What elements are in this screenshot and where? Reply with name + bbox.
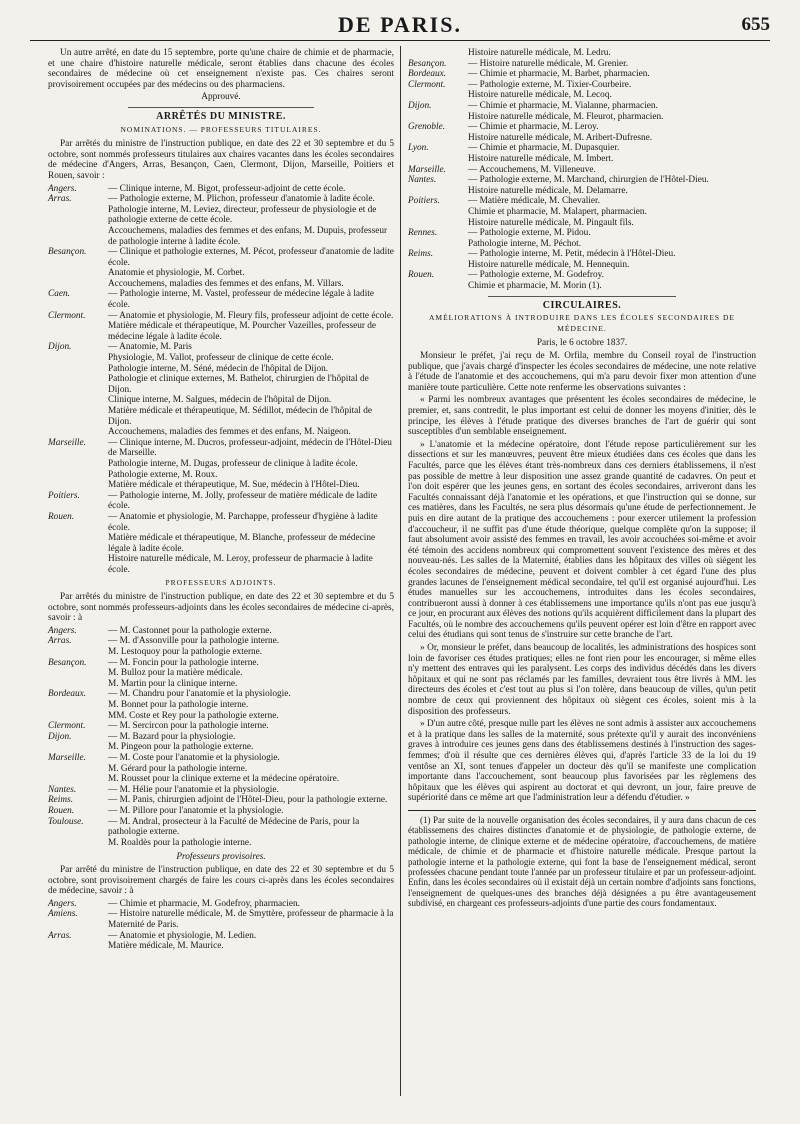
provisoires-intro: Par arrêté du ministre de l'instruction publique, en date des 22 et 30 septembre et du 5 octobre, sont provisoirement chargés de faire les cours ci-après dans les écoles secondaires de médecine, savoir : à (48, 864, 394, 897)
city-entry (48, 311, 394, 343)
appointment-lines (108, 194, 394, 247)
city-entry (408, 175, 756, 196)
circular-paragraph: « Parmi les nombreux avantages que présentent les écoles secondaires de médecine, le premier, et, sans contredit, le plus important est celui de donner les moyens d'initier, dès le principe, les élèves à l'étude pratique des diverses branches de l'art de guérir qui sont susceptibles d'un semblable enseignement. (408, 395, 756, 438)
city-name: Marseille. (48, 753, 86, 763)
city-entry (48, 658, 394, 690)
appointment-lines (468, 175, 756, 196)
appointment-lines (108, 247, 394, 289)
city-entry (48, 636, 394, 657)
appointment-line: — Anatomie et physiologie, M. Fleury fils, professeur adjoint de cette école. (108, 310, 394, 321)
appointment-lines (468, 143, 756, 164)
appointment-line: Chimie et pharmacie, M. Malapert, pharmacien. (468, 206, 647, 217)
circular-paragraph: » L'anatomie et la médecine opératoire, dont l'étude repose particulièrement sur les dissections et sur les manœuvres, peuvent être mieux étudiées dans ces écoles que dans les Facultés, parce que les élèves étant très-nombreux dans ces derniers établissemens, il n'est pas possible de mettre à leur disposition une assez grande quantité de cadavres. On peut et l'on doit espérer que les jeunes gens, en sortant des écoles secondaires, arriveront dans les Facultés connaissant déjà l'anatomie et les opérations, et que l'instruction qui se donne, sur ces matières, dans les Facultés, ne sera plus désormais qu'une étude de perfectionnement. Je puis en dire autant de la pratique des accouchemens : pour exercer utilement la profession d'accoucheur, il ne suffit pas d'une étude théorique, quelque complète qu'on la suppose; il faut absolument avoir assisté des femmes en travail, les avoir accouchées soi-même et avoir été témoin des accidens nombreux qui compromettent souvent l'existence des mères et des nouveau-nés. Les salles de la Maternité, établies dans les hôpitaux des villes où siègent les écoles secondaires de médecine, peuvent et doivent combler à cet égard l'une des plus grandes lacunes de l'enseignement médical secondaire, tel qu'il est organisé aujourd'hui. Les études manuelles sur les accouchemens, introduites dans les écoles secondaires, contribueront aussi à donner à ces établissemens une importance qu'ils n'ont pas eue jusqu'à ce jour, en procurant aux élèves des notions qu'ils acquièrent difficilement dans la plupart des Facultés, où le nombre des accouchemens qu'ils peuvent opérer est loin d'être en rapport avec celui des étudians qui sont tenus de s'instruire sur cette branche de l'art. (408, 439, 756, 641)
city-name: Dijon. (408, 100, 432, 111)
city-name: Arras. (48, 930, 72, 941)
appointment-line: — Matière médicale, M. Chevalier. (468, 196, 600, 207)
city-name: Rouen. (408, 270, 435, 281)
appointment-line: M. Gérard pour la pathologie interne. (108, 763, 248, 774)
appointment-line: — Histoire naturelle médicale, M. Grenier. (468, 58, 629, 69)
city-entry (48, 785, 394, 796)
city-name: Marseille. (408, 164, 446, 175)
appointment-line: — M. Castonnet pour la pathologie externe. (108, 625, 272, 636)
adjoints-list (48, 626, 394, 848)
appointment-line: Histoire naturelle médicale, M. Fleurot, pharmacien. (468, 111, 664, 122)
city-name: Clermont. (408, 79, 446, 90)
arretes-title: ARRÊTÉS DU MINISTRE. (156, 110, 286, 122)
titulaires-list (48, 184, 394, 576)
appointment-lines (468, 69, 756, 80)
appointment-line: — Chimie et pharmacie, M. Barbet, pharmacien. (468, 69, 650, 80)
appointment-line: Histoire naturelle médicale, M. Pingault fils. (468, 217, 634, 228)
appointment-line: — Pathologie externe, M. Plichon, professeur d'anatomie à ladite école. (108, 194, 375, 205)
appointment-lines (108, 753, 394, 785)
intro-paragraph: Un autre arrêté, en date du 15 septembre, porte qu'une chaire de chimie et de pharmacie, et une chaire d'histoire naturelle médicale, seront établies dans chacune des écoles secondaires de médecine où cet enseignement n'existe pas. Ces chaires seront provisoirement occupées par des médecins ou des pharmaciens. (48, 48, 394, 90)
city-entry (408, 101, 756, 122)
appointment-lines (468, 228, 756, 249)
appointment-line: M. Bonnet pour la pathologie interne. (108, 700, 249, 711)
appointment-line: — Pathologie externe, M. Pidou. (468, 228, 591, 239)
city-name: Rouen. (48, 805, 75, 816)
appointment-line: Matière médicale, M. Maurice. (108, 941, 224, 952)
appointment-lines (108, 342, 394, 437)
appointment-line: Histoire naturelle médicale, M. Imbert. (468, 153, 614, 164)
appointment-lines (108, 689, 394, 721)
city-name: Rouen. (48, 511, 75, 522)
city-entry (408, 59, 756, 70)
appointment-line: Matière médicale et thérapeutique, M. Pourcher Vazeilles, professeur de médecine légale à ladite école. (108, 321, 377, 342)
footnote-rule (408, 810, 756, 811)
appointment-line: — Pathologie interne, M. Vastel, professeur de médecine légale à ladite école. (108, 289, 374, 311)
nominations-title: NOMINATIONS. — PROFESSEURS TITULAIRES. (120, 124, 322, 134)
city-entry (48, 342, 394, 437)
appointment-line: — Chimie et pharmacie, M. Leroy. (468, 122, 599, 133)
city-name: Poitiers. (408, 196, 440, 207)
city-name: Toulouse. (48, 816, 84, 827)
page-header (30, 10, 770, 40)
city-entry (48, 512, 394, 576)
appointment-lines (108, 289, 394, 310)
city-name: Nantes. (408, 175, 437, 186)
appointment-lines (468, 59, 756, 70)
city-entry (48, 795, 394, 806)
appointment-line: — Clinique et pathologie externes, M. Pécot, professeur d'anatomie de ladite école. (108, 247, 394, 268)
city-entry (48, 689, 394, 721)
provisoires-title: Professeurs provisoires. (176, 852, 266, 863)
city-name: Arras. (48, 636, 72, 647)
adjoints-intro: Par arrêtés du ministre de l'instruction publique, en date des 22 et 30 septembre et du 5 octobre, sont nommés professeurs-adjoints dans les écoles secondaires de médecine ci-après, savoir : à (48, 592, 394, 624)
circulaires-title: CIRCULAIRES. (542, 299, 622, 311)
appointment-lines (468, 165, 756, 176)
city-name: Grenoble. (408, 122, 446, 133)
city-name: Besançon. (48, 657, 87, 668)
city-name: Dijon. (48, 342, 72, 353)
appointment-lines (108, 721, 394, 732)
appointment-line: Histoire naturelle médicale, M. Lecoq. (468, 90, 612, 101)
appointment-line: — Chimie et pharmacie, M. Godefroy, pharmacien. (108, 898, 300, 909)
appointment-line: — M. Hélie pour l'anatomie et la physiologie. (108, 784, 279, 795)
appointment-line: — M. Andral, prosecteur à la Faculté de Médecine de Paris, pour la pathologie externe. (108, 816, 360, 838)
appointment-lines (108, 806, 394, 817)
appointment-line: M. Martin pour la clinique interne. (108, 678, 238, 689)
city-name: Marseille. (48, 437, 86, 448)
city-entry (48, 899, 394, 910)
appointment-line: Histoire naturelle médicale, M. Hennequin. (468, 259, 630, 270)
appointment-lines (108, 438, 394, 491)
left-column (48, 48, 394, 952)
appointment-line: — M. Coste pour l'anatomie et la physiologie. (108, 753, 280, 763)
provisoires-list (48, 899, 394, 952)
appointment-line: — Chimie et pharmacie, M. Dupasquier. (468, 143, 620, 154)
circular-paragraph: » D'un autre côté, presque nulle part les élèves ne sont admis à assister aux accouchemens et à la pratique dans les salles de la maternité, sous prétexte qu'il y aurait des inconvéniens graves à introduire ces jeunes gens dans des établissemens destinés à l'instruction des sages-femmes; d'où il résulte que ces dernières élèves qui, d'après l'article 33 de la loi du 19 ventôse an XI, sont tenues d'appeler un docteur dès qu'il se manifeste une complication importante dans l'accouchement, sont beaucoup plus favorisées par les règlemens des hôpitaux que les élèves qui aspirent au doctorat et qui devront, un jour, faire preuve de supériorité dans ce même art que l'administration leur a défendu d'étudier. » (408, 719, 756, 804)
appointment-lines (468, 196, 756, 228)
city-name: Rennes. (408, 228, 438, 239)
city-name: Angers. (48, 183, 77, 194)
appointment-lines (108, 795, 394, 806)
appointment-line: — Anatomie et physiologie, M. Parchappe, professeur d'hygiène à ladite école. (108, 511, 378, 533)
header-rule (30, 40, 770, 41)
appointment-lines (108, 626, 394, 637)
appointment-line: Accouchemens, maladies des femmes et des enfans, M. Naigeon. (108, 427, 351, 438)
appointment-line: — Anatomie et physiologie, M. Ledien. (108, 930, 257, 941)
appointment-line: Chimie et pharmacie, M. Morin (1). (468, 281, 602, 292)
city-entry (408, 165, 756, 176)
appointment-line: M. Pingeon pour la pathologie externe. (108, 742, 254, 753)
appointment-line: — Anatomie, M. Paris (108, 342, 192, 353)
appointment-line: — M. Foncin pour la pathologie interne. (108, 657, 259, 668)
city-entry (48, 753, 394, 785)
appointment-line: — Pathologie externe, M. Tixier-Courbeire. (468, 79, 632, 90)
appointment-line: — Histoire naturelle médicale, M. de Smyttère, professeur de pharmacie à la Maternité de Paris. (108, 909, 394, 930)
appointment-line: Pathologie externe, M. Roux. (108, 469, 218, 480)
appointment-line: Histoire naturelle médicale, M. Aribert-Dufresne. (468, 132, 653, 143)
appointment-lines (108, 491, 394, 512)
appointment-line: Accouchemens, maladies des femmes et des enfans, M. Dupuis, professeur de pathologie interne à ladite école. (108, 225, 388, 247)
appointment-lines (468, 48, 756, 59)
city-name: Caen. (48, 289, 70, 300)
appointment-line: M. Lestoquoy pour la pathologie externe. (108, 647, 263, 658)
circular-paragraph: » Or, monsieur le préfet, dans beaucoup de localités, les administrations des hospices sont loin de favoriser ces études pratiques; elles ne font rien pour les encourager, si même elles n'y mettent des entraves qui les paralysent. Les corps des individus décédés dans les divers hôpitaux et qui ne sont pas réclamés par les familles, devraient tous être livrés à MM. les directeurs des écoles et c'est tout au plus si l'on tolère, dans beaucoup de villes, qu'un petit nombre de ceux qui proviennent des hôpitaux où siègent ces écoles, soient mis à la disposition des professeurs. (408, 643, 756, 717)
city-name: Clermont. (48, 721, 86, 732)
appointment-line: Histoire naturelle médicale, M. Ledru. (468, 48, 611, 58)
city-name: Besançon. (408, 58, 447, 69)
city-entry (48, 184, 394, 195)
appointment-lines (468, 249, 756, 270)
page-title: DE PARIS. (338, 12, 462, 37)
city-entry (408, 122, 756, 143)
appointment-line: Pathologie interne, M. Séné, médecin de l'hôpital de Dijon. (108, 363, 329, 374)
appointment-line: Pathologie et clinique externes, M. Bathelot, chirurgien de l'hôpital de Dijon. (108, 374, 369, 395)
circular-date: Paris, le 6 octobre 1837. (536, 338, 628, 349)
appointment-lines (108, 899, 394, 910)
appointment-line: Anatomie et physiologie, M. Corbet. (108, 268, 245, 279)
appointment-line: M. Roaldès pour la pathologie interne. (108, 837, 252, 848)
appointment-line: — Pathologie externe, M. Godefroy. (468, 270, 604, 281)
appointment-lines (468, 101, 756, 122)
appointment-lines (108, 931, 394, 952)
city-name: Dijon. (48, 731, 72, 742)
appointment-lines (108, 817, 394, 849)
city-entry (48, 247, 394, 289)
appointment-line: Matière médicale et thérapeutique, M. Sédillot, médecin de l'hôpital de Dijon. (108, 406, 372, 427)
right-column (408, 48, 756, 911)
divider (128, 107, 314, 108)
appointment-line: — Pathologie interne, M. Petit, médecin à l'Hôtel-Dieu. (468, 249, 676, 260)
appointment-lines (108, 311, 394, 343)
appointment-line: Pathologie interne, M. Leviez, directeur, professeur de physiologie et de pathologie externe de cette école. (108, 204, 377, 226)
appointment-line: Matière médicale et thérapeutique, M. Sue, médecin à l'Hôtel-Dieu. (108, 480, 360, 491)
city-entry (408, 80, 756, 101)
city-name: Reims. (48, 795, 74, 806)
appointment-lines (108, 512, 394, 576)
city-name: Amiens. (48, 909, 78, 920)
appointment-line: — Pathologie interne, M. Jolly, professeur de matière médicale de ladite école. (108, 490, 378, 512)
city-entry (408, 249, 756, 270)
circular-paragraph: Monsieur le préfet, j'ai reçu de M. Orfila, membre du Conseil royal de l'instruction publique, que j'avais chargé d'inspecter les écoles secondaires de médecine, une note relative à l'étude de l'anatomie et des accouchemens, qui m'a paru devoir fixer mon attention d'une manière toute particulière. Cette note renferme les observations suivantes : (408, 351, 756, 393)
column-separator (400, 46, 401, 1096)
appointment-line: — M. d'Assonville pour la pathologie interne. (108, 636, 280, 647)
city-name: Bordeaux. (408, 69, 447, 80)
city-entry (408, 228, 756, 249)
city-name: Nantes. (48, 784, 77, 795)
continued-list (408, 48, 756, 292)
appointment-lines (108, 184, 394, 195)
city-entry (408, 196, 756, 228)
city-entry (408, 143, 756, 164)
appointment-lines (108, 909, 394, 930)
appointment-line: M. Bulloz pour la matière médicale. (108, 668, 243, 679)
city-entry (408, 48, 756, 59)
appointment-line: Histoire naturelle médicale, M. Leroy, professeur de pharmacie à ladite école. (108, 554, 373, 575)
appointment-lines (108, 658, 394, 690)
appointment-line: Physiologie, M. Vallot, professeur de clinique de cette école. (108, 353, 334, 364)
appointment-line: — M. Pillore pour l'anatomie et la physiologie. (108, 805, 284, 816)
city-name: Besançon. (48, 247, 87, 258)
city-name: Reims. (408, 249, 434, 260)
city-entry (48, 931, 394, 952)
appointment-lines (108, 785, 394, 796)
appointment-line: Accouchemens, maladies des femmes et des enfans, M. Villars. (108, 278, 344, 289)
titulaires-intro: Par arrêtés du ministre de l'instruction publique, en date des 22 et 30 septembre et du 5 octobre, sont nommés professeurs titulaires aux chaires vacantes dans les écoles secondaires de médecine d'Angers, Arras, Besançon, Caen, Clermont, Dijon, Marseille, Poitiers et Rouen, savoir : (48, 139, 394, 181)
city-entry (408, 270, 756, 291)
city-entry (48, 817, 394, 849)
approval-note: Approuvé. (201, 92, 241, 103)
appointment-line: — Pathologie externe, M. Marchand, chirurgien de l'Hôtel-Dieu. (468, 175, 709, 186)
appointment-lines (108, 732, 394, 753)
city-name: Bordeaux. (48, 689, 87, 700)
city-entry (48, 289, 394, 310)
footnote: (1) Par suite de la nouvelle organisation des écoles secondaires, il y aura dans chacun de ces établissemens des chaires distinctes d'anatomie et de physiologie, de pathologie externe, de pathologie interne, de clinique externe et de médecine opératoire, d'accouchemens, de matière médicale, de chimie et de pharmacie et d'histoire naturelle médicale. Presque partout la pathologie interne et la pathologie externe, qui font la base de l'enseignement médical, seront professées chacune pendant toute l'année par un professeur titulaire et par un professeur-adjoint. Enfin, dans les écoles secondaires où il existait déjà un certain nombre d'adjoints sans fonctions, l'enseignement de quelques-unes des branches déjà désignées a pu être avantageusement subdivisé, en chargeant ces professeurs-adjoints d'une partie des cours fondamentaux. (408, 814, 756, 909)
city-name: Lyon. (408, 143, 429, 154)
page-number: 655 (741, 14, 770, 35)
city-entry (48, 194, 394, 247)
appointment-lines (108, 636, 394, 657)
city-name: Angers. (48, 625, 77, 636)
appointment-line: — M. Bazard pour la physiologie. (108, 731, 236, 742)
city-entry (48, 806, 394, 817)
appointment-lines (468, 80, 756, 101)
appointment-line: Histoire naturelle médicale, M. Delamarre. (468, 185, 628, 196)
appointment-lines (468, 122, 756, 143)
city-name: Arras. (48, 194, 72, 205)
city-name: Poitiers. (48, 490, 80, 501)
city-name: Clermont. (48, 310, 86, 321)
adjoints-title: PROFESSEURS ADJOINTS. (165, 577, 277, 587)
city-entry (48, 721, 394, 732)
city-entry (48, 438, 394, 491)
appointment-line: — Accouchemens, M. Villeneuve. (468, 164, 596, 175)
appointment-line: Clinique interne, M. Salgues, médecin de l'hôpital de Dijon. (108, 395, 332, 406)
city-name: Angers. (48, 898, 77, 909)
appointment-line: — Chimie et pharmacie, M. Vialanne, pharmacien. (468, 100, 658, 111)
appointment-line: Pathologie interne, M. Dugas, professeur de clinique à ladite école. (108, 458, 358, 469)
appointment-line: — M. Sercircon pour la pathologie interne. (108, 721, 269, 732)
appointment-line: — Clinique interne, M. Ducros, professeur-adjoint, médecin de l'Hôtel-Dieu de Marseille. (108, 437, 392, 459)
appointment-line: — M. Chandru pour l'anatomie et la physiologie. (108, 689, 291, 700)
appointment-line: Matière médicale et thérapeutique, M. Blanche, professeur de médecine légale à ladite école. (108, 533, 376, 554)
city-entry (408, 69, 756, 80)
appointment-line: — M. Panis, chirurgien adjoint de l'Hôtel-Dieu, pour la pathologie externe. (108, 795, 388, 806)
circulaires-subtitle: AMÉLIORATIONS À INTRODUIRE DANS LES ÉCOLES SECONDAIRES DE MÉDECINE. (429, 313, 735, 333)
city-entry (48, 626, 394, 637)
city-entry (48, 909, 394, 930)
divider (488, 296, 676, 297)
appointment-line: Pathologie interne, M. Péchot. (468, 238, 582, 249)
city-entry (48, 732, 394, 753)
city-entry (48, 491, 394, 512)
appointment-line: M. Rousset pour la clinique externe et la médecine opératoire. (108, 774, 340, 785)
appointment-lines (468, 270, 756, 291)
appointment-line: — Clinique interne, M. Bigot, professeur-adjoint de cette école. (108, 183, 346, 194)
appointment-line: MM. Coste et Rey pour la pathologie externe. (108, 710, 279, 721)
